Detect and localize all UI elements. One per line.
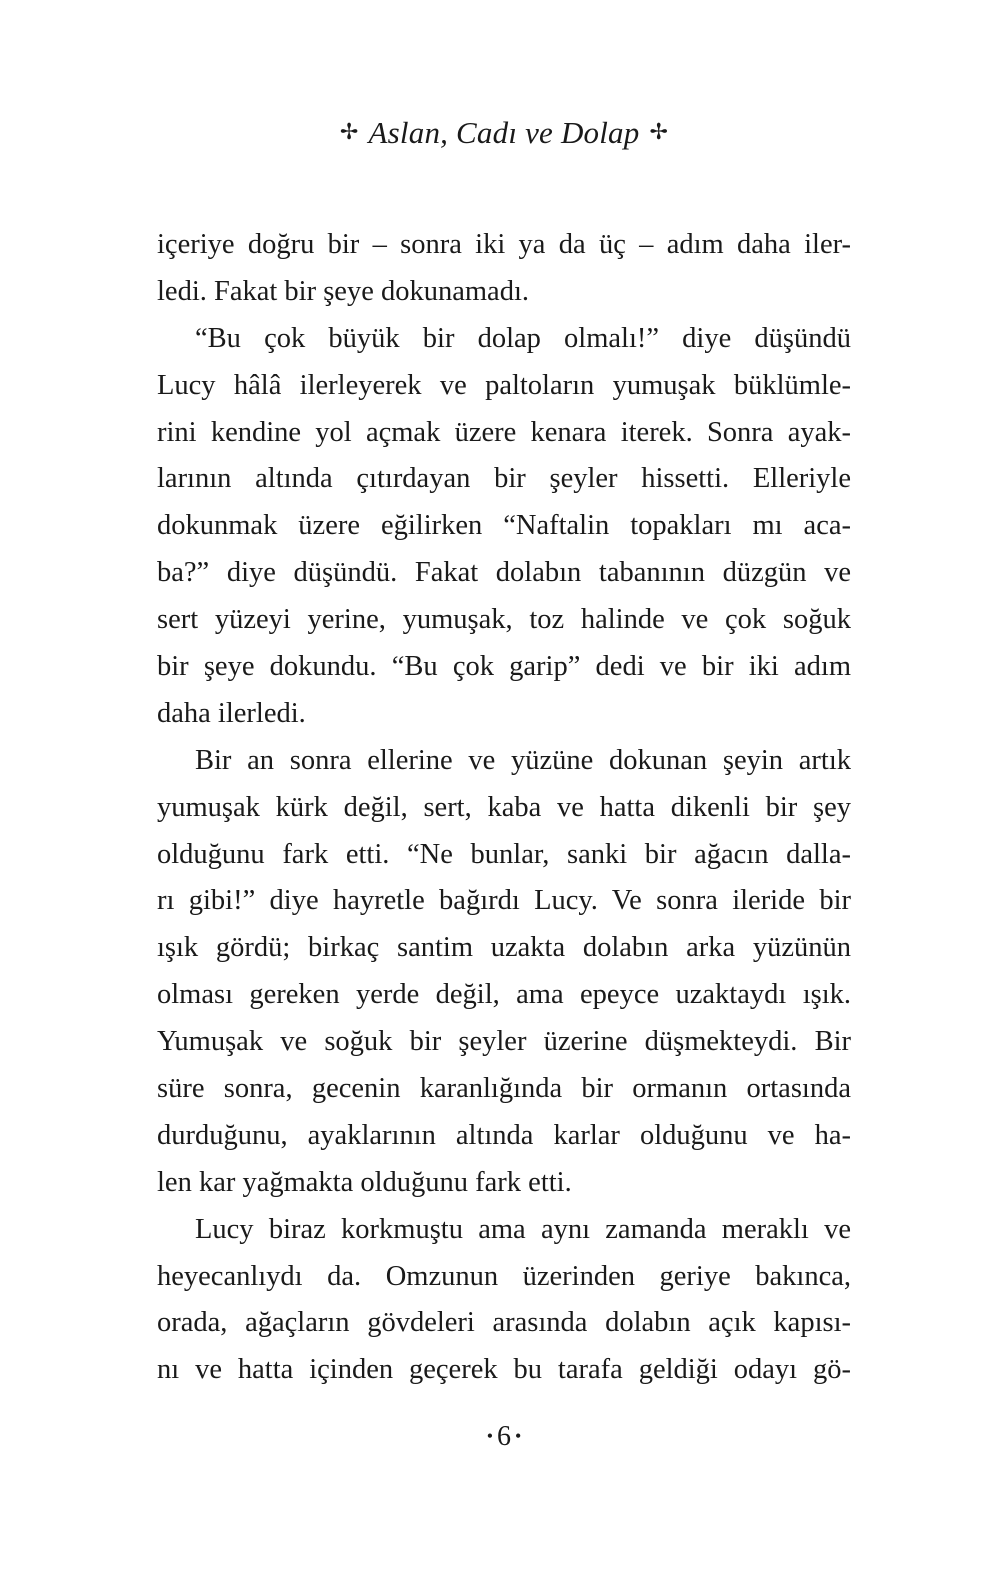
page-number: [0, 1416, 1008, 1457]
ornament-right-icon: ✢: [649, 119, 669, 144]
folio-dot-right-icon: •: [515, 1426, 522, 1446]
text-line: len kar yağmakta olduğunu fark etti.: [157, 1166, 572, 1198]
folio-dot-left-icon: •: [486, 1426, 493, 1446]
book-title: Aslan, Cadı ve Dolap: [368, 115, 640, 150]
text-line: larının altında çıtırdayan bir şeyler hissetti. Elleriyle: [157, 463, 851, 495]
page-number-value: 6: [497, 1421, 511, 1452]
text-line: durduğunu, ayaklarının altında karlar olduğunu ve ha-: [157, 1119, 851, 1151]
text-line: nı ve hatta içinden geçerek bu tarafa geldiği odayı gö-: [157, 1354, 851, 1386]
text-line: yumuşak kürk değil, sert, kaba ve hatta dikenli bir şey: [157, 791, 851, 823]
text-line: “Bu çok büyük bir dolap olmalı!” diye düşündü: [195, 322, 851, 354]
text-line: ledi. Fakat bir şeye dokunamadı.: [157, 275, 529, 307]
text-line: dokunmak üzere eğilirken “Naftalin topakları mı aca-: [157, 510, 851, 542]
text-line: rı gibi!” diye hayretle bağırdı Lucy. Ve sonra ileride bir: [157, 885, 851, 917]
text-line: ba?” diye düşündü. Fakat dolabın tabanının düzgün ve: [157, 557, 851, 589]
running-head: [0, 110, 1008, 155]
text-line: bir şeye dokundu. “Bu çok garip” dedi ve bir iki adım: [157, 651, 851, 683]
text-line: sert yüzeyi yerine, yumuşak, toz halinde ve çok soğuk: [157, 604, 851, 636]
ornament-left-icon: ✢: [339, 119, 359, 144]
text-line: Lucy hâlâ ilerleyerek ve paltoların yumuşak büklümle-: [157, 369, 851, 401]
text-line: süre sonra, gecenin karanlığında bir ormanın ortasında: [157, 1073, 851, 1105]
text-line: Yumuşak ve soğuk bir şeyler üzerine düşmekteydi. Bir: [157, 1026, 851, 1058]
text-line: daha ilerledi.: [157, 697, 306, 729]
text-line: Bir an sonra ellerine ve yüzüne dokunan şeyin artık: [195, 744, 851, 776]
text-line: içeriye doğru bir – sonra iki ya da üç – adım daha iler-: [157, 229, 851, 260]
text-line: olması gereken yerde değil, ama epeyce uzaktaydı ışık.: [157, 979, 851, 1011]
text-line: heyecanlıydı da. Omzunun üzerinden geriye bakınca,: [157, 1260, 851, 1292]
text-line: olduğunu fark etti. “Ne bunlar, sanki bir ağacın dalla-: [157, 838, 851, 870]
body-text: [157, 222, 851, 1394]
text-line: rini kendine yol açmak üzere kenara iterek. Sonra ayak-: [157, 416, 851, 448]
text-line: Lucy biraz korkmuştu ama aynı zamanda meraklı ve: [195, 1213, 851, 1245]
text-line: orada, ağaçların gövdeleri arasında dolabın açık kapısı-: [157, 1307, 851, 1339]
text-line: ışık gördü; birkaç santim uzakta dolabın arka yüzünün: [157, 932, 851, 964]
